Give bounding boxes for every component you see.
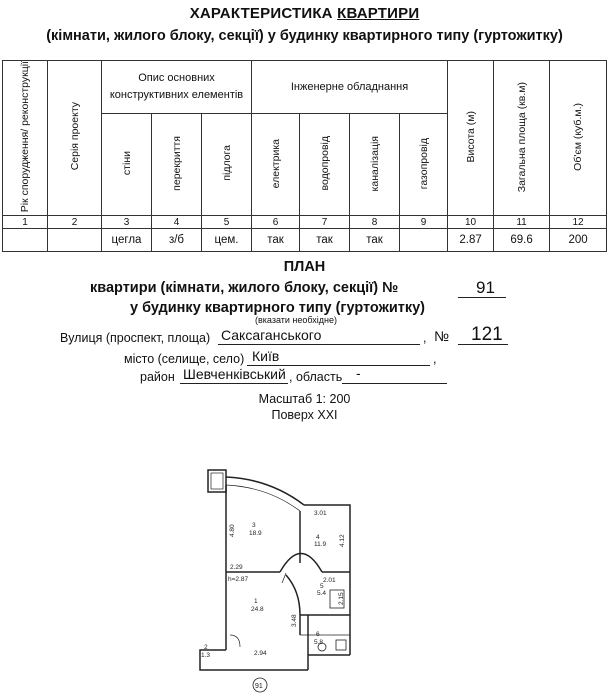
room-5-number: 5 <box>320 583 324 590</box>
region-label: , область <box>289 370 343 384</box>
plan-line-building: у будинку квартирного типу (гуртожитку) <box>130 300 426 316</box>
city-field: Київ <box>247 348 430 366</box>
header-series: Серія проекту <box>48 61 102 216</box>
plan-hint: (вказати необхідне) <box>255 315 337 325</box>
plan-line-apartment: квартири (кімнати, жилого блоку, секції) № <box>90 280 399 296</box>
room-4-number: 4 <box>316 534 320 541</box>
city-label: місто (селище, село) <box>124 352 245 366</box>
dim-3-48: 3.48 <box>291 614 298 627</box>
region-field: - <box>342 366 447 384</box>
dim-2-29: 2.29 <box>230 564 243 571</box>
document-subtitle: (кімнати, жилого блоку, секції) у будинку квартирного типу (гуртожитку) <box>46 28 563 44</box>
number-label: № <box>434 328 450 344</box>
scale-text: Масштаб 1: 200 <box>258 392 351 406</box>
plan-heading: ПЛАН <box>283 259 326 275</box>
header-floor: підлога <box>202 114 252 216</box>
apartment-marker-label: 91 <box>255 683 263 690</box>
room-6-area: 5.8 <box>314 639 324 646</box>
room-6-number: 6 <box>316 631 320 638</box>
dim-height: h=2.87 <box>228 576 249 583</box>
street-field: Саксаганського <box>218 327 420 345</box>
dim-4-80: 4.80 <box>229 524 236 537</box>
header-gas: газопровід <box>400 114 448 216</box>
header-floors-slab: перекриття <box>152 114 202 216</box>
document-title: ХАРАКТЕРИСТИКА КВАРТИРИ <box>189 5 420 22</box>
header-walls: стіни <box>102 114 152 216</box>
room-3-number: 3 <box>252 522 256 529</box>
header-water: водопровід <box>300 114 350 216</box>
characteristics-table <box>2 60 607 252</box>
street-label: Вулиця (проспект, площа) <box>60 331 211 345</box>
header-engineering-group: Інженерне обладнання <box>252 61 448 114</box>
header-year: Рік спорудження/ реконструкції <box>3 61 48 216</box>
header-electric: електрика <box>252 114 300 216</box>
room-5-area: 5.4 <box>317 590 327 597</box>
header-height: Висота (м) <box>448 61 494 216</box>
room-4-area: 11.9 <box>314 541 327 548</box>
dim-2-15: 2.15 <box>338 592 345 605</box>
floor-text: Поверх XXI <box>271 408 338 422</box>
room-3-area: 18.9 <box>249 530 262 537</box>
header-construct-group: Опис основних конструктивних елементів <box>102 61 252 114</box>
room-1-number: 1 <box>254 598 258 605</box>
district-label: район <box>140 370 175 384</box>
hall-arc <box>280 554 322 573</box>
header-sewer: каналізація <box>350 114 400 216</box>
table-row-values: цегла з/б цем. так так так 2.87 69.6 200 <box>3 229 607 252</box>
dim-4-12: 4.12 <box>339 534 346 547</box>
header-volume: Об'єм (куб.м.) <box>550 61 607 216</box>
district-field: Шевченківський <box>180 366 288 384</box>
header-area: Загальна площа (кв.м) <box>494 61 550 216</box>
floor-plan <box>190 465 380 695</box>
apartment-number-field: 91 <box>458 280 506 298</box>
dim-2-01: 2.01 <box>323 577 336 584</box>
room-2-number: 2 <box>204 644 208 651</box>
table-row-numbers: 1 2 3 4 5 6 7 8 9 10 11 12 <box>3 216 607 229</box>
room-2-area: 1.3 <box>201 652 211 659</box>
dim-3-01: 3.01 <box>314 510 327 517</box>
house-number-field: 121 <box>458 325 508 345</box>
room-1-area: 24.8 <box>251 606 264 613</box>
dim-2-94: 2.94 <box>254 650 267 657</box>
curved-wall <box>226 477 304 505</box>
